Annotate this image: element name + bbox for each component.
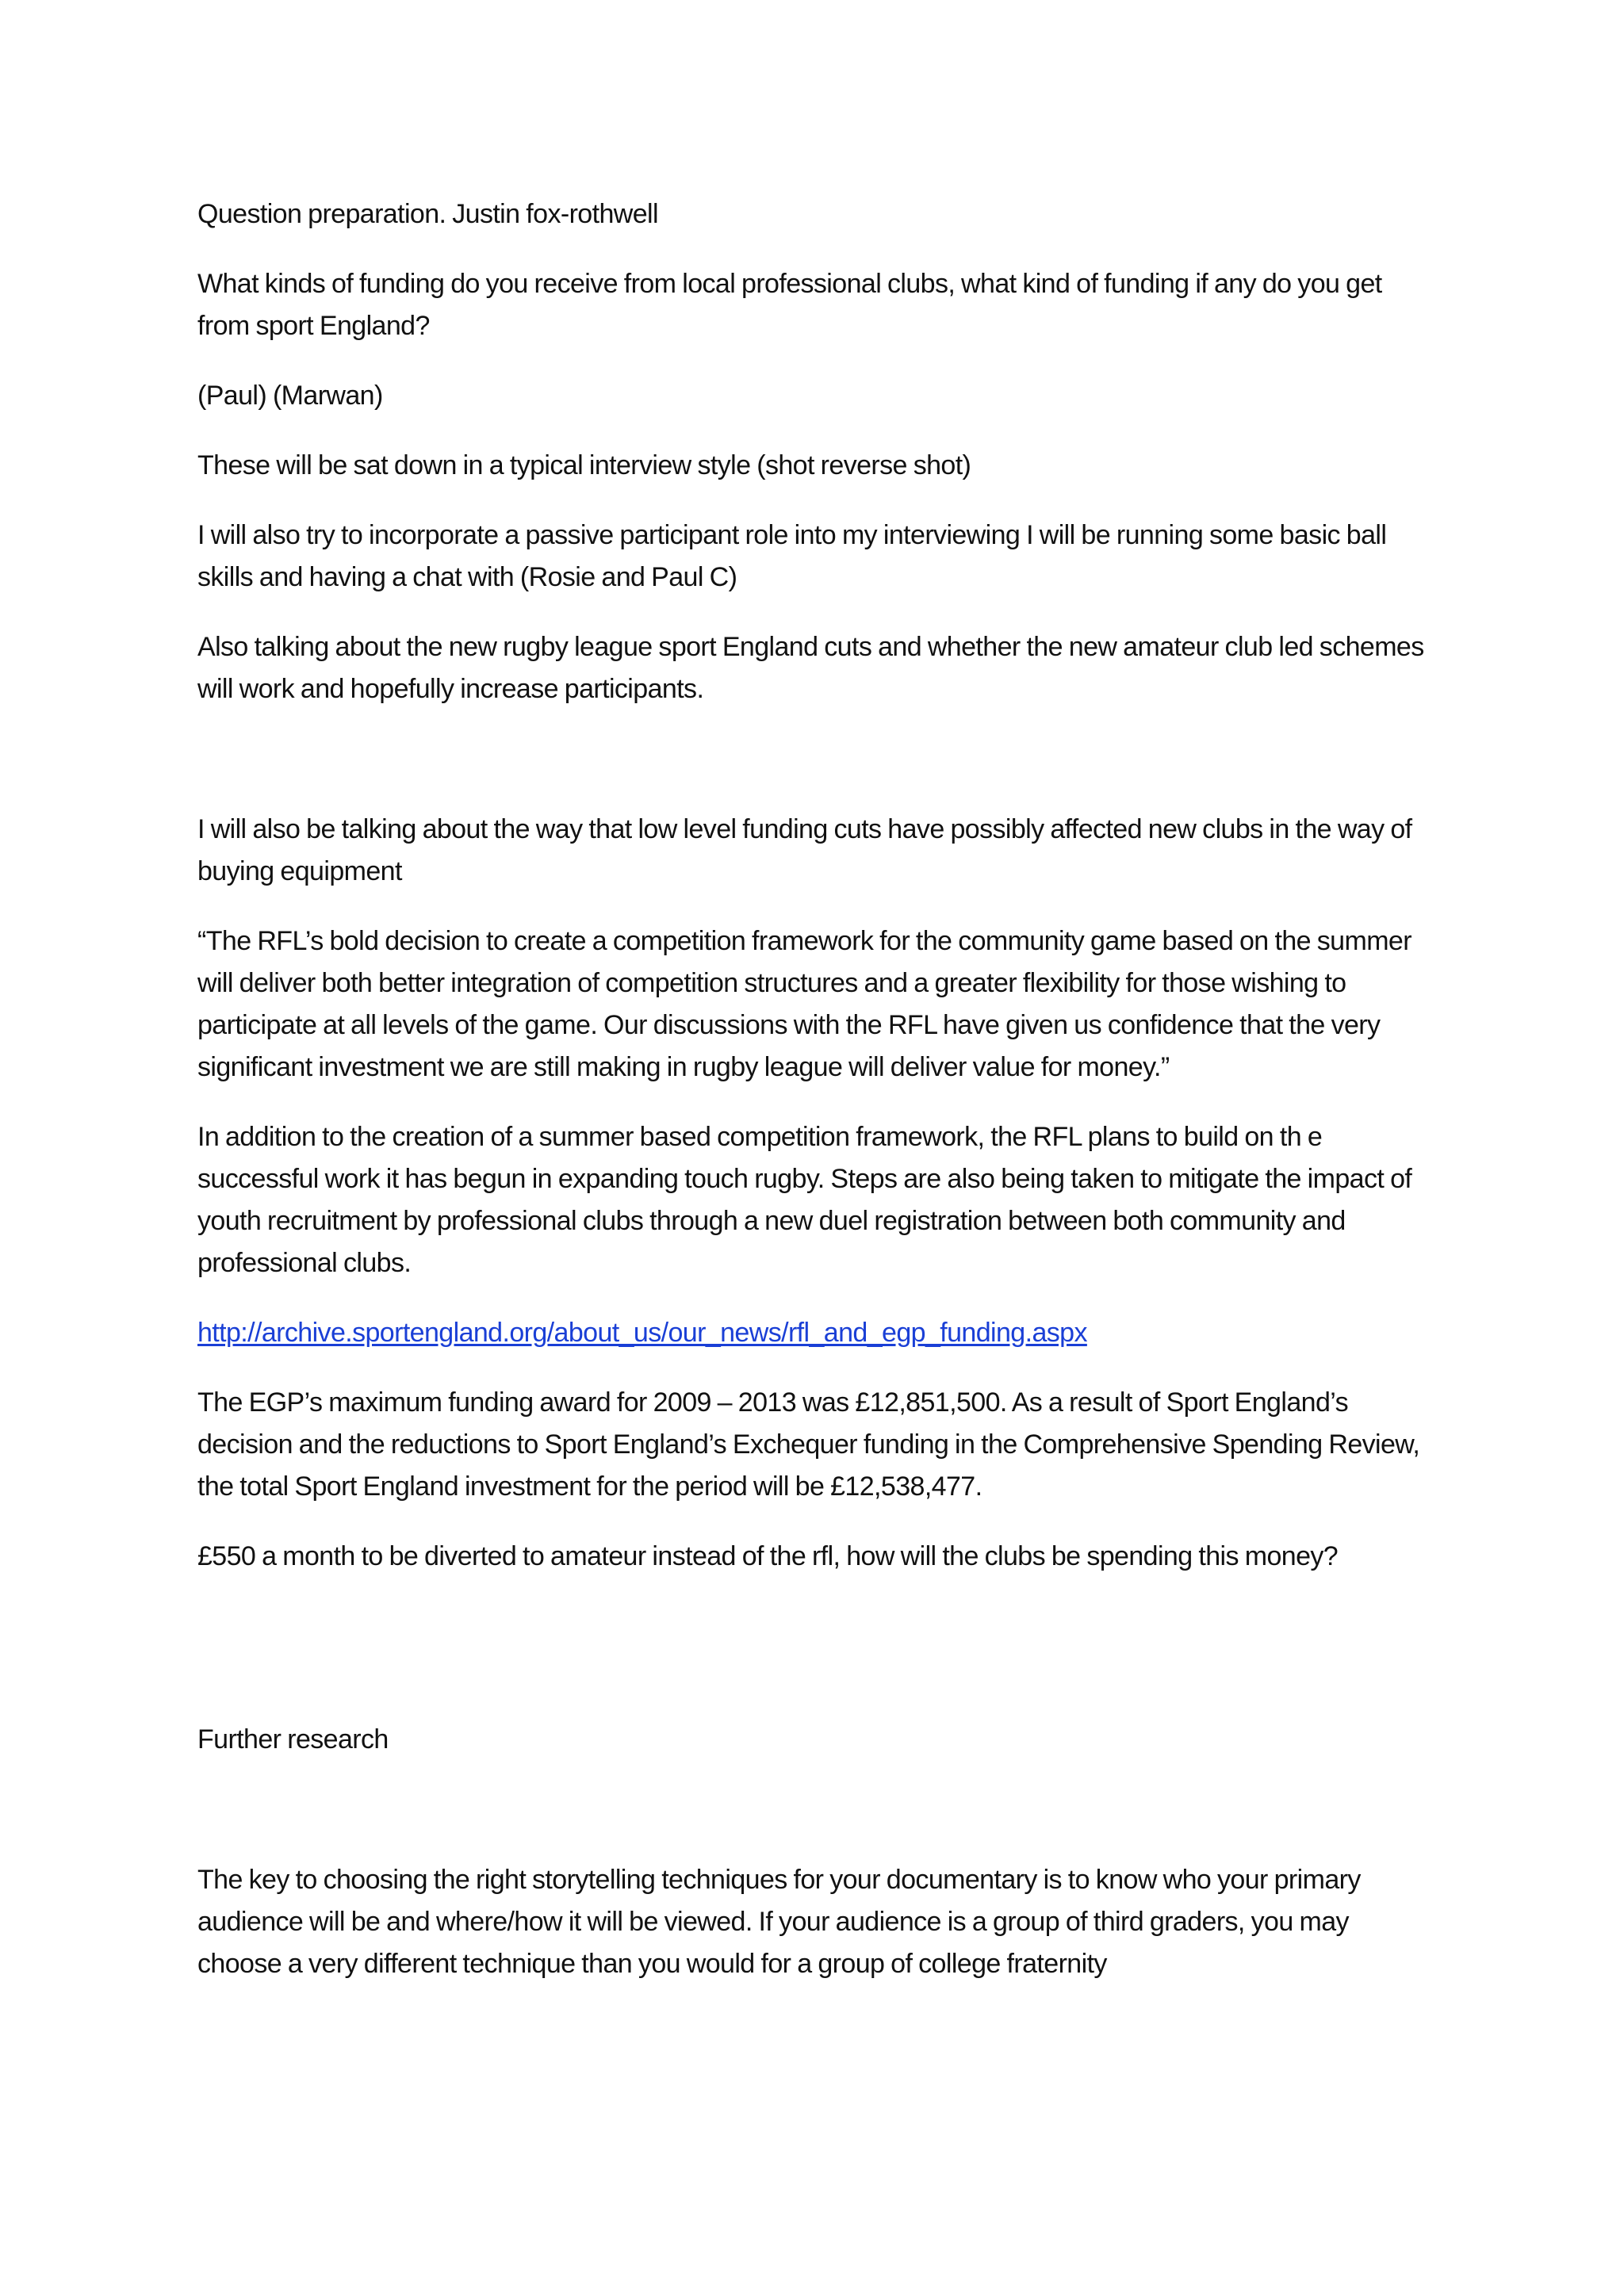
- question-funding: What kinds of funding do you receive from local professional clubs, what kind of funding if any do you get from sport England?: [197, 269, 1382, 341]
- interviewee-names: (Paul) (Marwan): [197, 381, 383, 411]
- source-link[interactable]: http://archive.sportengland.org/about_us/our_news/rfl_and_egp_funding.aspx: [197, 1318, 1087, 1348]
- document-body: [197, 193, 1434, 2013]
- further-research-heading: Further research: [197, 1724, 389, 1755]
- diverted-funds-question: £550 a month to be diverted to amateur instead of the rfl, how will the clubs be spending this money?: [197, 1541, 1339, 1571]
- funding-cuts-topic: Also talking about the new rugby league sport England cuts and whether the new amateur club led schemes will work and hopefully increase participants.: [197, 632, 1424, 704]
- page-title: Question preparation. Justin fox-rothwell: [197, 199, 658, 229]
- egp-funding-paragraph: The EGP’s maximum funding award for 2009 – 2013 was £12,851,500. As a result of Sport England’s decision and the reductions to Sport England’s Exchequer funding in the Comprehensive Spending Review, the total Sport England investment for the period will be £12,538,477.: [197, 1387, 1420, 1502]
- low-level-cuts-note: I will also be talking about the way that low level funding cuts have possibly affected new clubs in the way of buying equipment: [197, 814, 1412, 886]
- passive-participant-note: I will also try to incorporate a passive participant role into my interviewing I will be running some basic ball skills and having a chat with (Rosie and Paul C): [197, 520, 1387, 592]
- rfl-quote: “The RFL’s bold decision to create a competition framework for the community game based on the summer will deliver both better integration of competition structures and a greater flexibility for those wishing to participate at all levels of the game. Our discussions with the RFL have given us confidence that the very significant investment we are still making in rugby league will deliver value for money.”: [197, 926, 1411, 1082]
- storytelling-paragraph: The key to choosing the right storytelling techniques for your documentary is to know who your primary audience will be and where/how it will be viewed. If your audience is a group of third graders, you may choose a very different technique than you would for a group of college fraternity: [197, 1865, 1361, 1979]
- interview-style-note: These will be sat down in a typical interview style (shot reverse shot): [197, 450, 971, 480]
- rfl-plans-paragraph: In addition to the creation of a summer based competition framework, the RFL plans to build on th e successful work it has begun in expanding touch rugby. Steps are also being taken to mitigate the impact of youth recruitment by professional clubs through a new duel registration between both community and professional clubs.: [197, 1122, 1412, 1278]
- source-link-paragraph: [197, 1312, 1434, 1354]
